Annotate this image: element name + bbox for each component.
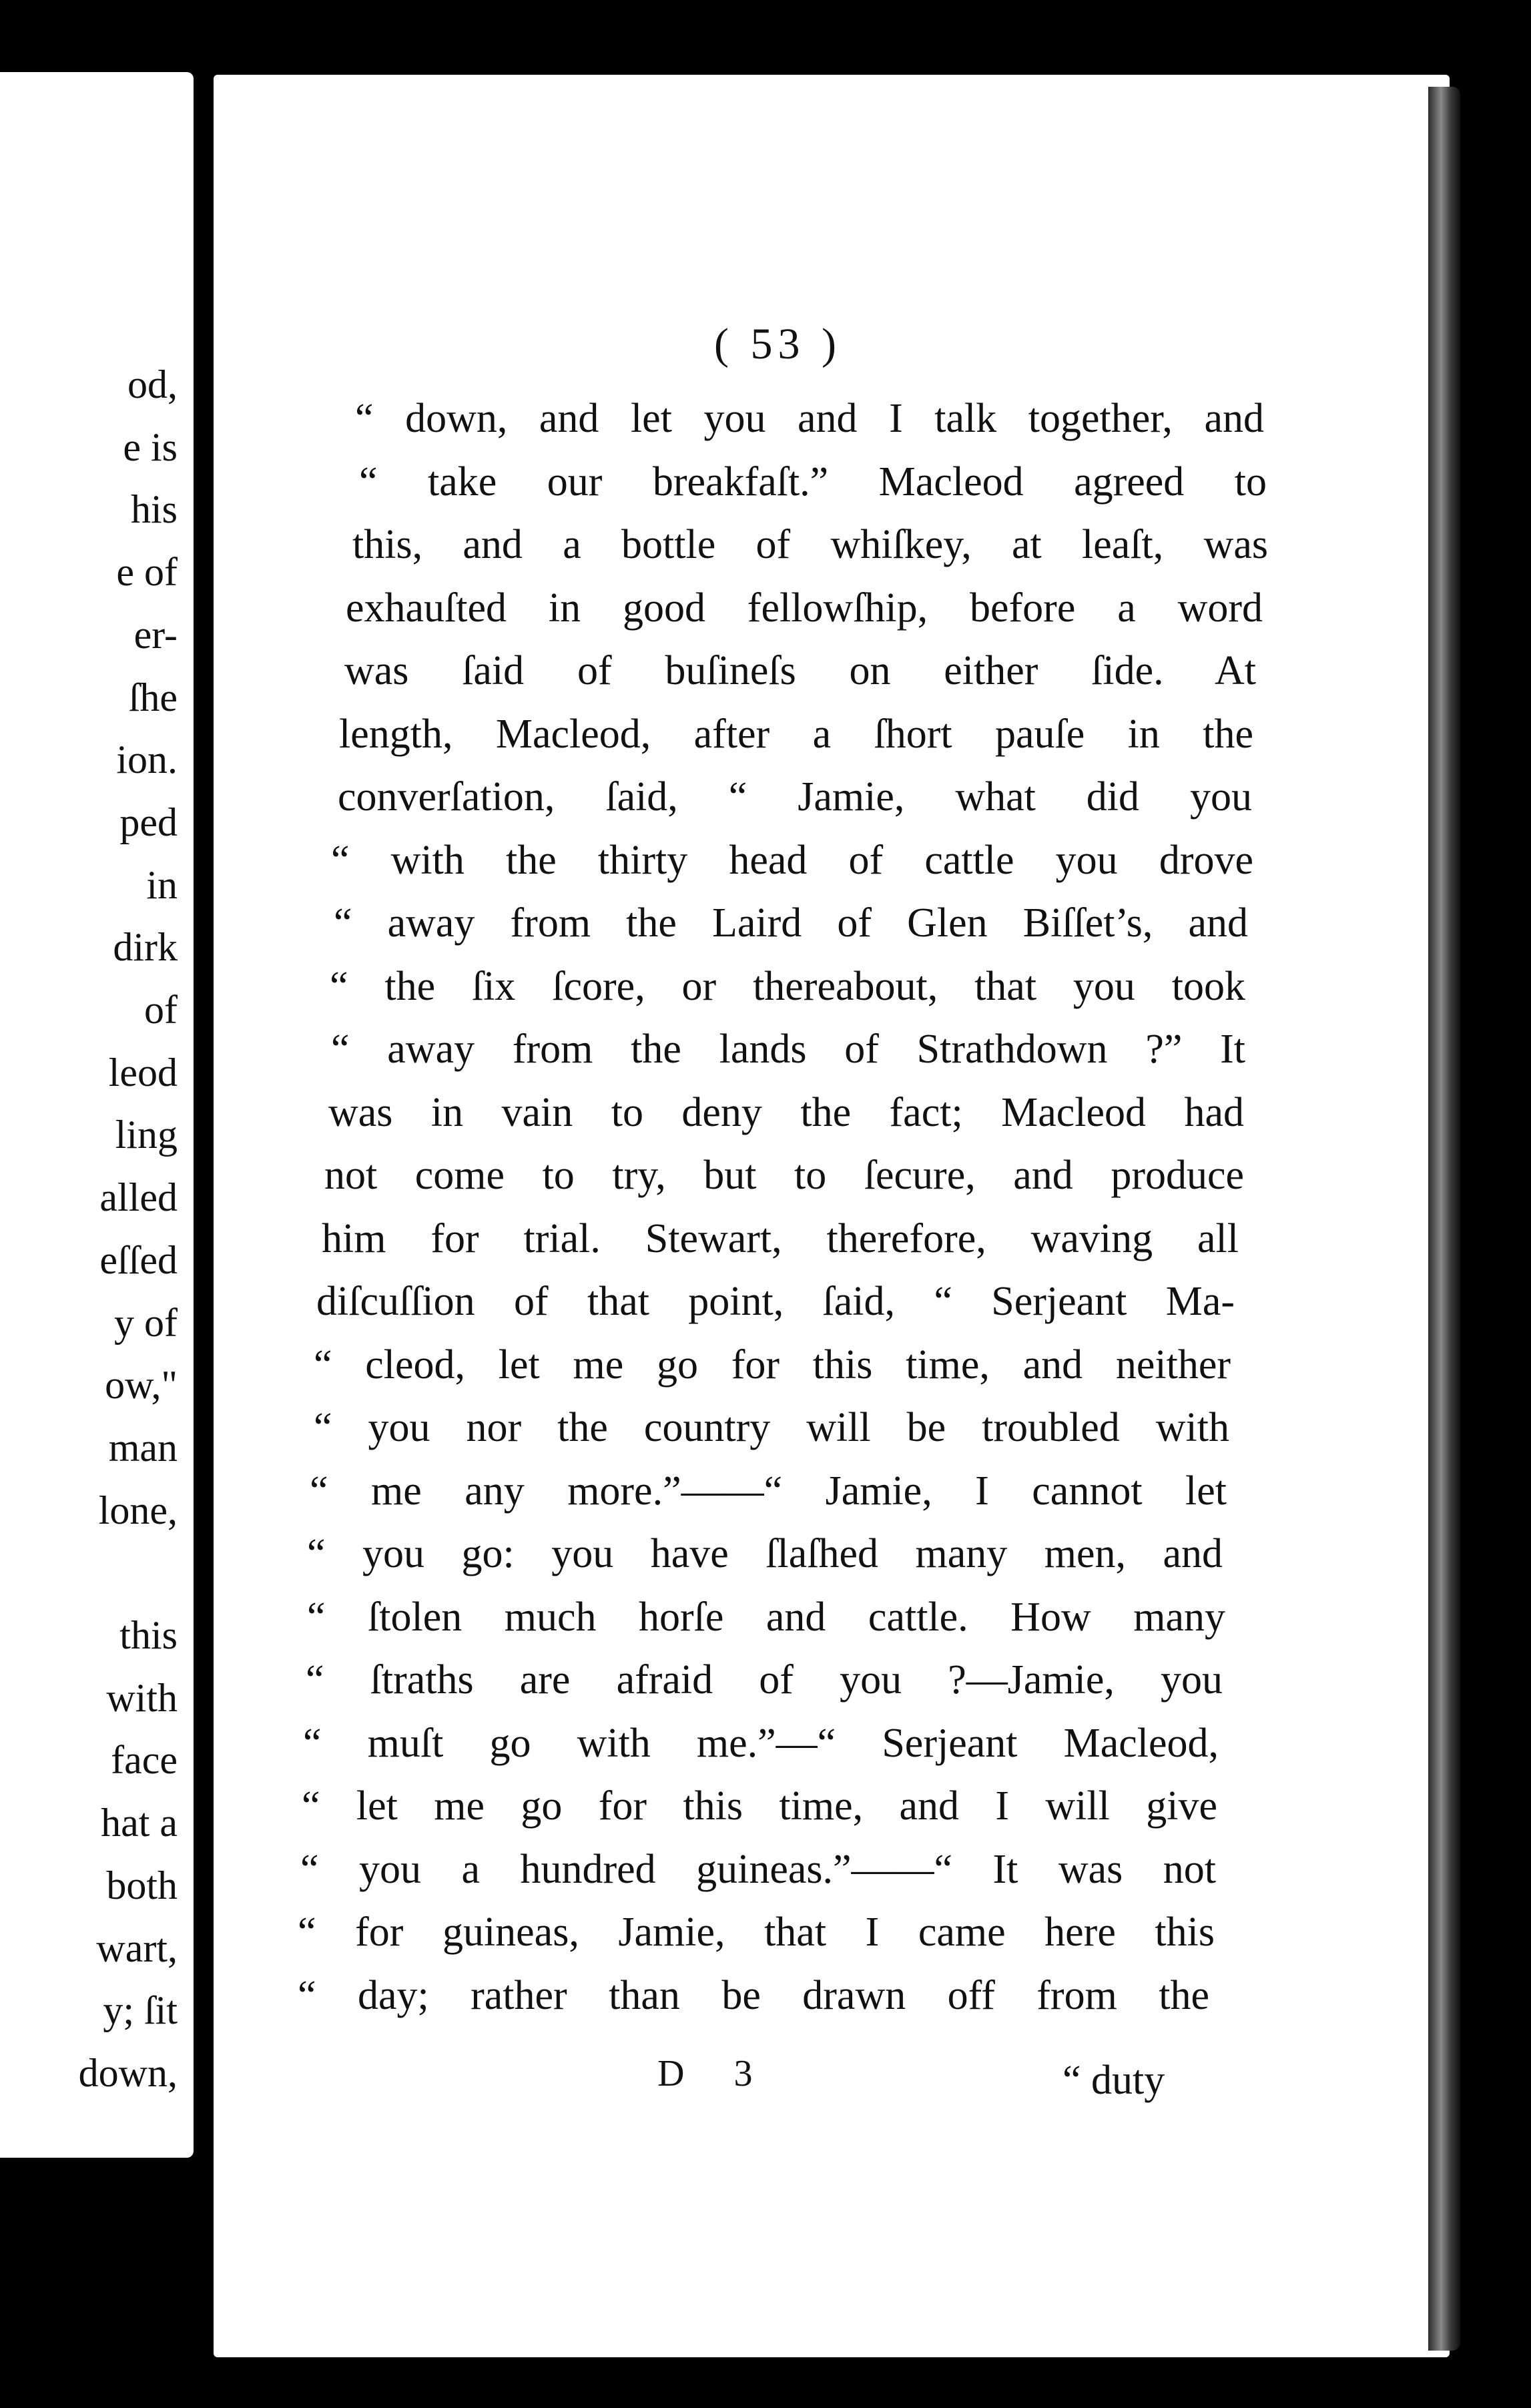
- left-page-fragment: y; ſit: [103, 1988, 178, 2033]
- left-page-fragment: y of: [114, 1300, 178, 1345]
- left-page-fragment: with: [106, 1675, 178, 1720]
- text-line: “ down, and let you and I talk together, and: [355, 396, 1264, 441]
- text-line: “ you nor the country will be troubled with: [314, 1405, 1229, 1450]
- text-line: “ away from the Laird of Glen Biſſet’s, and: [334, 900, 1248, 946]
- left-page-fragment: this: [119, 1613, 178, 1657]
- text-line: “ you a hundred guineas.”——“ It was not: [300, 1846, 1216, 1892]
- left-page-fragment: his: [130, 487, 178, 532]
- left-page-fragment: e of: [116, 550, 178, 595]
- text-line: “ day; rather than be drawn off from the: [298, 1972, 1209, 2018]
- text-line: exhauſted in good fellowſhip, before a word: [346, 585, 1263, 631]
- left-page-fragment: ſhe: [128, 675, 178, 719]
- text-line: “ me any more.”——“ Jamie, I cannot let: [310, 1468, 1227, 1514]
- left-page-fragment: in: [146, 862, 178, 907]
- text-line: not come to try, but to ſecure, and produce: [324, 1153, 1244, 1198]
- text-line: was in vain to deny the fact; Macleod had: [328, 1089, 1244, 1135]
- text-line: “ ſtolen much horſe and cattle. How many: [307, 1594, 1225, 1640]
- left-page-fragment: od,: [127, 362, 178, 406]
- text-line: “ away from the lands of Strathdown ?” It: [331, 1026, 1245, 1072]
- left-page-fragment: ion.: [116, 737, 178, 782]
- text-line: “ cleod, let me go for this time, and neither: [314, 1341, 1231, 1388]
- left-page-fragment: er-: [133, 612, 178, 657]
- left-page-fragment: hat a: [101, 1801, 178, 1845]
- left-page-fragment: ling: [115, 1113, 178, 1157]
- text-line: “ take our breakfaſt.” Macleod agreed to: [359, 459, 1267, 505]
- left-page-fragment: e is: [123, 424, 178, 469]
- signature-mark: D 3: [657, 2053, 773, 2094]
- left-page: [0, 72, 194, 2158]
- left-page-fragment: leod: [108, 1050, 178, 1095]
- page-number: ( 53 ): [714, 320, 842, 368]
- text-line: length, Macleod, after a ſhort pauſe in the: [339, 711, 1253, 757]
- text-line: “ let me go for this time, and I will give: [302, 1783, 1217, 1829]
- text-line: this, and a bottle of whiſkey, at leaſt, was: [352, 522, 1268, 567]
- text-line: was ſaid of buſineſs on either ſide. At: [344, 648, 1256, 693]
- left-page-fragment: face: [111, 1738, 178, 1783]
- left-page-fragment: ow,": [105, 1363, 178, 1408]
- left-page-fragment: dirk: [113, 925, 178, 970]
- left-page-fragment: man: [108, 1425, 178, 1470]
- text-line: “ you go: you have ſlaſhed many men, and: [307, 1531, 1223, 1576]
- left-page-fragment: ped: [119, 800, 178, 844]
- text-line: “ for guineas, Jamie, that I came here this: [298, 1909, 1215, 1955]
- left-page-fragment: lone,: [98, 1488, 178, 1532]
- left-page-fragment: alled: [99, 1175, 178, 1220]
- left-page-fragment: wart,: [96, 1925, 178, 1970]
- left-page-fragment: eſſed: [99, 1237, 178, 1282]
- text-line: diſcuſſion of that point, ſaid, “ Serjeant Ma-: [316, 1279, 1235, 1324]
- text-line: converſation, ſaid, “ Jamie, what did you: [338, 774, 1252, 820]
- text-line: him for trial. Stewart, therefore, waving all: [322, 1215, 1239, 1261]
- left-page-fragment: both: [106, 1863, 178, 1907]
- text-line: “ ſtraths are afraid of you ?—Jamie, you: [306, 1657, 1223, 1703]
- page-edge: [1428, 87, 1460, 2351]
- left-page-fragment: down,: [78, 2050, 178, 2095]
- text-line: “ with the thirty head of cattle you drove: [331, 837, 1253, 883]
- text-line: “ muſt go with me.”—“ Serjeant Macleod,: [303, 1720, 1219, 1766]
- catchword: “ duty: [1062, 2058, 1165, 2103]
- left-page-fragment: of: [144, 988, 178, 1032]
- text-line: “ the ſix ſcore, or thereabout, that you took: [330, 963, 1245, 1009]
